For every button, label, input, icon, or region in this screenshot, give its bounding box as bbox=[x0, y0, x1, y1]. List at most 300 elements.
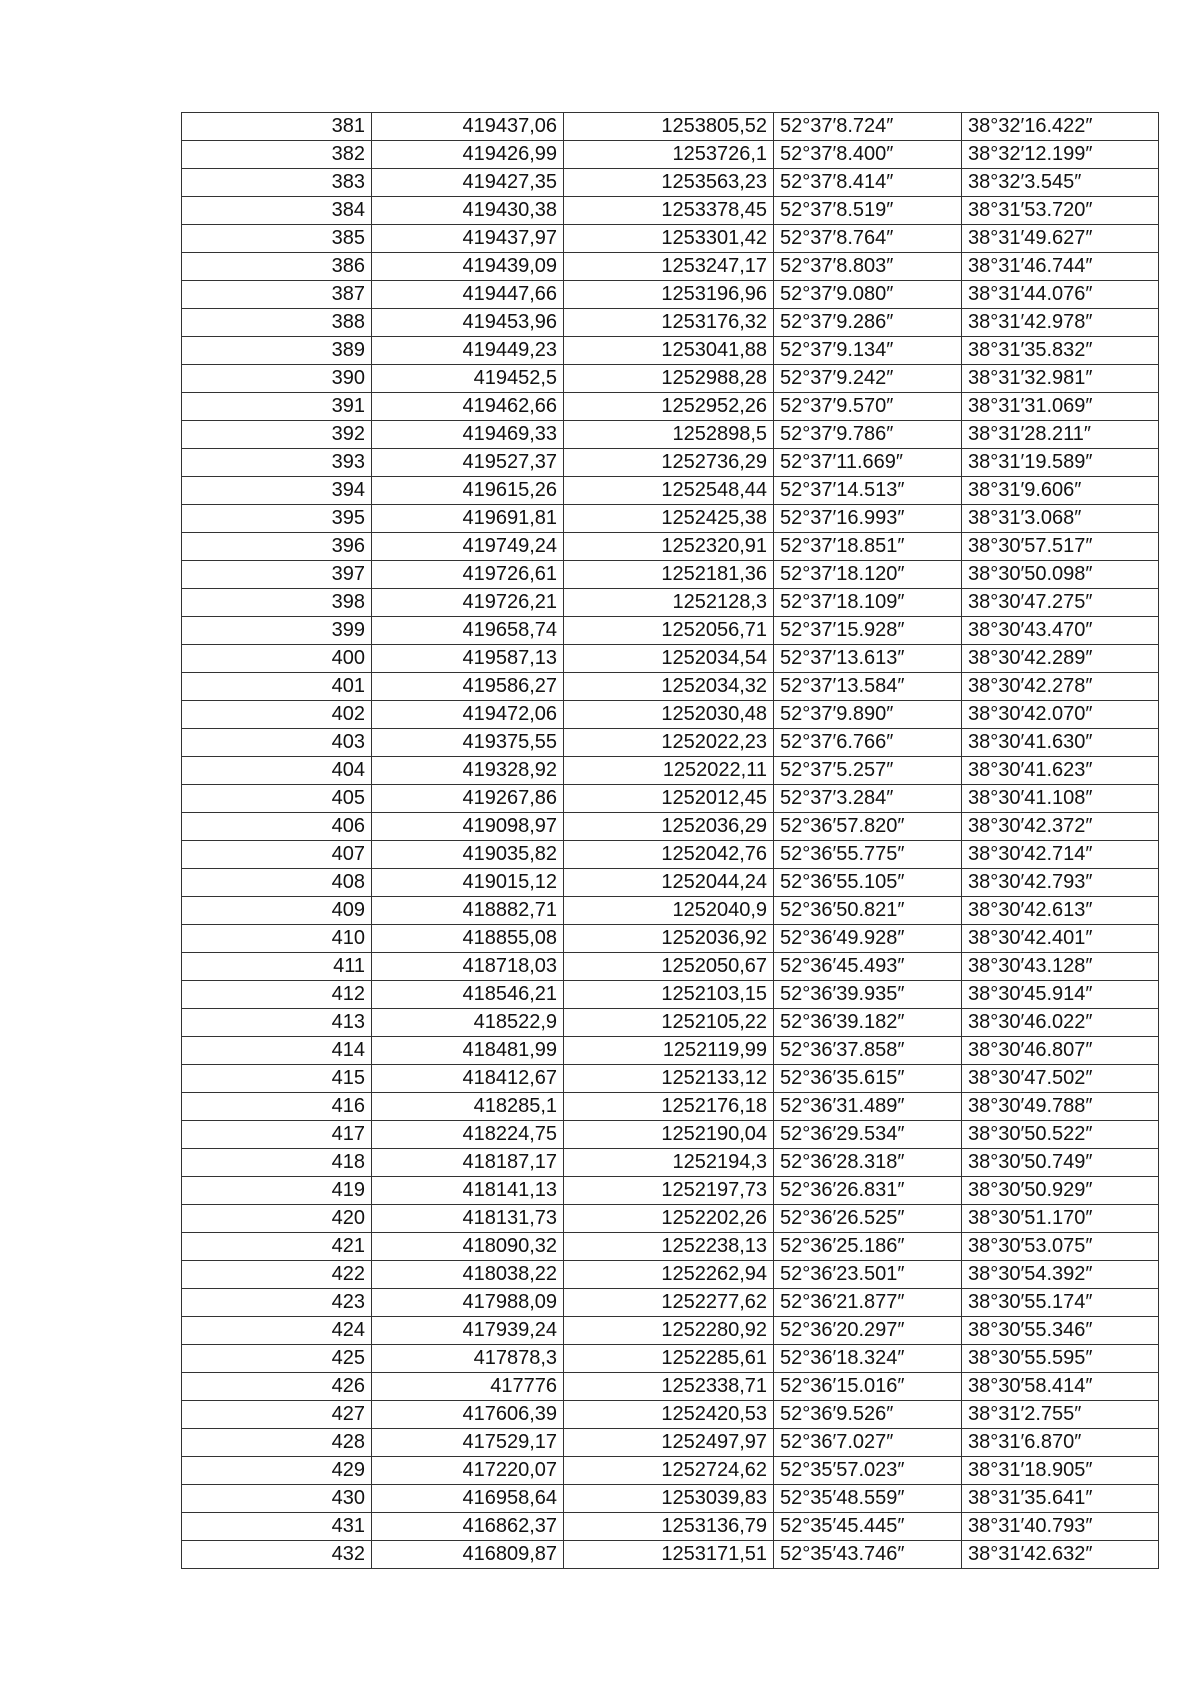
point-number-cell: 391 bbox=[182, 393, 372, 421]
point-number-cell: 427 bbox=[182, 1401, 372, 1429]
x-coordinate-cell: 418882,71 bbox=[372, 897, 564, 925]
longitude-cell: 38°30′41.108″ bbox=[962, 785, 1159, 813]
table-row bbox=[182, 1345, 1159, 1373]
y-coordinate-cell: 1252034,54 bbox=[564, 645, 774, 673]
point-number-cell: 404 bbox=[182, 757, 372, 785]
y-coordinate-cell: 1252030,48 bbox=[564, 701, 774, 729]
point-number-cell: 414 bbox=[182, 1037, 372, 1065]
point-number-cell: 392 bbox=[182, 421, 372, 449]
longitude-cell: 38°31′3.068″ bbox=[962, 505, 1159, 533]
latitude-cell: 52°37′9.890″ bbox=[774, 701, 962, 729]
x-coordinate-cell: 419430,38 bbox=[372, 197, 564, 225]
table-row bbox=[182, 197, 1159, 225]
point-number-cell: 393 bbox=[182, 449, 372, 477]
y-coordinate-cell: 1252133,12 bbox=[564, 1065, 774, 1093]
table-row bbox=[182, 281, 1159, 309]
latitude-cell: 52°37′9.570″ bbox=[774, 393, 962, 421]
point-number-cell: 400 bbox=[182, 645, 372, 673]
longitude-cell: 38°31′53.720″ bbox=[962, 197, 1159, 225]
point-number-cell: 423 bbox=[182, 1289, 372, 1317]
table-row bbox=[182, 1037, 1159, 1065]
y-coordinate-cell: 1252320,91 bbox=[564, 533, 774, 561]
table-row bbox=[182, 1261, 1159, 1289]
x-coordinate-cell: 419587,13 bbox=[372, 645, 564, 673]
latitude-cell: 52°36′55.105″ bbox=[774, 869, 962, 897]
coordinates-table bbox=[181, 112, 1159, 1569]
longitude-cell: 38°31′18.905″ bbox=[962, 1457, 1159, 1485]
table-row bbox=[182, 1289, 1159, 1317]
y-coordinate-cell: 1252988,28 bbox=[564, 365, 774, 393]
x-coordinate-cell: 419726,21 bbox=[372, 589, 564, 617]
y-coordinate-cell: 1252736,29 bbox=[564, 449, 774, 477]
point-number-cell: 411 bbox=[182, 953, 372, 981]
latitude-cell: 52°35′57.023″ bbox=[774, 1457, 962, 1485]
point-number-cell: 431 bbox=[182, 1513, 372, 1541]
y-coordinate-cell: 1252497,97 bbox=[564, 1429, 774, 1457]
point-number-cell: 428 bbox=[182, 1429, 372, 1457]
point-number-cell: 402 bbox=[182, 701, 372, 729]
longitude-cell: 38°30′41.630″ bbox=[962, 729, 1159, 757]
y-coordinate-cell: 1253726,1 bbox=[564, 141, 774, 169]
y-coordinate-cell: 1253041,88 bbox=[564, 337, 774, 365]
y-coordinate-cell: 1252425,38 bbox=[564, 505, 774, 533]
y-coordinate-cell: 1252044,24 bbox=[564, 869, 774, 897]
point-number-cell: 413 bbox=[182, 1009, 372, 1037]
table-row bbox=[182, 561, 1159, 589]
latitude-cell: 52°37′13.584″ bbox=[774, 673, 962, 701]
table-row bbox=[182, 169, 1159, 197]
point-number-cell: 389 bbox=[182, 337, 372, 365]
longitude-cell: 38°30′42.793″ bbox=[962, 869, 1159, 897]
x-coordinate-cell: 419469,33 bbox=[372, 421, 564, 449]
x-coordinate-cell: 419375,55 bbox=[372, 729, 564, 757]
latitude-cell: 52°36′21.877″ bbox=[774, 1289, 962, 1317]
x-coordinate-cell: 418187,17 bbox=[372, 1149, 564, 1177]
point-number-cell: 384 bbox=[182, 197, 372, 225]
point-number-cell: 422 bbox=[182, 1261, 372, 1289]
y-coordinate-cell: 1252056,71 bbox=[564, 617, 774, 645]
x-coordinate-cell: 419437,97 bbox=[372, 225, 564, 253]
y-coordinate-cell: 1253301,42 bbox=[564, 225, 774, 253]
point-number-cell: 397 bbox=[182, 561, 372, 589]
longitude-cell: 38°30′50.929″ bbox=[962, 1177, 1159, 1205]
y-coordinate-cell: 1253176,32 bbox=[564, 309, 774, 337]
x-coordinate-cell: 418718,03 bbox=[372, 953, 564, 981]
longitude-cell: 38°31′19.589″ bbox=[962, 449, 1159, 477]
x-coordinate-cell: 419615,26 bbox=[372, 477, 564, 505]
point-number-cell: 425 bbox=[182, 1345, 372, 1373]
y-coordinate-cell: 1252338,71 bbox=[564, 1373, 774, 1401]
x-coordinate-cell: 418481,99 bbox=[372, 1037, 564, 1065]
point-number-cell: 401 bbox=[182, 673, 372, 701]
table-row bbox=[182, 1121, 1159, 1149]
longitude-cell: 38°30′50.098″ bbox=[962, 561, 1159, 589]
latitude-cell: 52°36′49.928″ bbox=[774, 925, 962, 953]
table-row bbox=[182, 309, 1159, 337]
latitude-cell: 52°37′8.414″ bbox=[774, 169, 962, 197]
x-coordinate-cell: 419447,66 bbox=[372, 281, 564, 309]
point-number-cell: 409 bbox=[182, 897, 372, 925]
table-row bbox=[182, 589, 1159, 617]
table-row bbox=[182, 645, 1159, 673]
point-number-cell: 416 bbox=[182, 1093, 372, 1121]
longitude-cell: 38°30′42.070″ bbox=[962, 701, 1159, 729]
longitude-cell: 38°31′32.981″ bbox=[962, 365, 1159, 393]
latitude-cell: 52°36′29.534″ bbox=[774, 1121, 962, 1149]
x-coordinate-cell: 418522,9 bbox=[372, 1009, 564, 1037]
longitude-cell: 38°30′46.022″ bbox=[962, 1009, 1159, 1037]
x-coordinate-cell: 418090,32 bbox=[372, 1233, 564, 1261]
table-row bbox=[182, 449, 1159, 477]
table-row bbox=[182, 925, 1159, 953]
latitude-cell: 52°37′18.109″ bbox=[774, 589, 962, 617]
x-coordinate-cell: 417878,3 bbox=[372, 1345, 564, 1373]
longitude-cell: 38°30′49.788″ bbox=[962, 1093, 1159, 1121]
y-coordinate-cell: 1253039,83 bbox=[564, 1485, 774, 1513]
y-coordinate-cell: 1252036,29 bbox=[564, 813, 774, 841]
table-row bbox=[182, 505, 1159, 533]
y-coordinate-cell: 1253196,96 bbox=[564, 281, 774, 309]
longitude-cell: 38°30′50.522″ bbox=[962, 1121, 1159, 1149]
latitude-cell: 52°36′15.016″ bbox=[774, 1373, 962, 1401]
y-coordinate-cell: 1252548,44 bbox=[564, 477, 774, 505]
table-row bbox=[182, 1401, 1159, 1429]
point-number-cell: 381 bbox=[182, 113, 372, 141]
table-row bbox=[182, 953, 1159, 981]
y-coordinate-cell: 1252012,45 bbox=[564, 785, 774, 813]
latitude-cell: 52°36′31.489″ bbox=[774, 1093, 962, 1121]
latitude-cell: 52°36′39.182″ bbox=[774, 1009, 962, 1037]
longitude-cell: 38°31′49.627″ bbox=[962, 225, 1159, 253]
point-number-cell: 417 bbox=[182, 1121, 372, 1149]
x-coordinate-cell: 418131,73 bbox=[372, 1205, 564, 1233]
y-coordinate-cell: 1252022,23 bbox=[564, 729, 774, 757]
point-number-cell: 418 bbox=[182, 1149, 372, 1177]
longitude-cell: 38°30′54.392″ bbox=[962, 1261, 1159, 1289]
table-row bbox=[182, 1149, 1159, 1177]
point-number-cell: 415 bbox=[182, 1065, 372, 1093]
table-row bbox=[182, 113, 1159, 141]
table-row bbox=[182, 1233, 1159, 1261]
point-number-cell: 424 bbox=[182, 1317, 372, 1345]
table-row bbox=[182, 1429, 1159, 1457]
table-row bbox=[182, 785, 1159, 813]
x-coordinate-cell: 418141,13 bbox=[372, 1177, 564, 1205]
longitude-cell: 38°30′50.749″ bbox=[962, 1149, 1159, 1177]
y-coordinate-cell: 1253171,51 bbox=[564, 1541, 774, 1569]
x-coordinate-cell: 419726,61 bbox=[372, 561, 564, 589]
x-coordinate-cell: 418855,08 bbox=[372, 925, 564, 953]
latitude-cell: 52°37′9.134″ bbox=[774, 337, 962, 365]
y-coordinate-cell: 1252050,67 bbox=[564, 953, 774, 981]
x-coordinate-cell: 419472,06 bbox=[372, 701, 564, 729]
latitude-cell: 52°36′7.027″ bbox=[774, 1429, 962, 1457]
x-coordinate-cell: 419749,24 bbox=[372, 533, 564, 561]
x-coordinate-cell: 419691,81 bbox=[372, 505, 564, 533]
x-coordinate-cell: 419586,27 bbox=[372, 673, 564, 701]
latitude-cell: 52°36′39.935″ bbox=[774, 981, 962, 1009]
x-coordinate-cell: 419439,09 bbox=[372, 253, 564, 281]
latitude-cell: 52°36′37.858″ bbox=[774, 1037, 962, 1065]
y-coordinate-cell: 1252022,11 bbox=[564, 757, 774, 785]
x-coordinate-cell: 419328,92 bbox=[372, 757, 564, 785]
y-coordinate-cell: 1253805,52 bbox=[564, 113, 774, 141]
latitude-cell: 52°37′18.120″ bbox=[774, 561, 962, 589]
longitude-cell: 38°30′43.470″ bbox=[962, 617, 1159, 645]
table-row bbox=[182, 673, 1159, 701]
latitude-cell: 52°36′25.186″ bbox=[774, 1233, 962, 1261]
y-coordinate-cell: 1252194,3 bbox=[564, 1149, 774, 1177]
x-coordinate-cell: 416958,64 bbox=[372, 1485, 564, 1513]
y-coordinate-cell: 1253563,23 bbox=[564, 169, 774, 197]
longitude-cell: 38°31′6.870″ bbox=[962, 1429, 1159, 1457]
point-number-cell: 403 bbox=[182, 729, 372, 757]
x-coordinate-cell: 416862,37 bbox=[372, 1513, 564, 1541]
table-row bbox=[182, 225, 1159, 253]
latitude-cell: 52°37′8.724″ bbox=[774, 113, 962, 141]
latitude-cell: 52°36′26.831″ bbox=[774, 1177, 962, 1205]
latitude-cell: 52°36′55.775″ bbox=[774, 841, 962, 869]
table-row bbox=[182, 421, 1159, 449]
y-coordinate-cell: 1252420,53 bbox=[564, 1401, 774, 1429]
longitude-cell: 38°30′58.414″ bbox=[962, 1373, 1159, 1401]
point-number-cell: 407 bbox=[182, 841, 372, 869]
point-number-cell: 430 bbox=[182, 1485, 372, 1513]
latitude-cell: 52°36′45.493″ bbox=[774, 953, 962, 981]
y-coordinate-cell: 1253136,79 bbox=[564, 1513, 774, 1541]
point-number-cell: 395 bbox=[182, 505, 372, 533]
longitude-cell: 38°30′47.275″ bbox=[962, 589, 1159, 617]
x-coordinate-cell: 419427,35 bbox=[372, 169, 564, 197]
table-row bbox=[182, 1065, 1159, 1093]
longitude-cell: 38°30′42.613″ bbox=[962, 897, 1159, 925]
point-number-cell: 396 bbox=[182, 533, 372, 561]
longitude-cell: 38°32′16.422″ bbox=[962, 113, 1159, 141]
table-row bbox=[182, 1317, 1159, 1345]
longitude-cell: 38°30′42.289″ bbox=[962, 645, 1159, 673]
y-coordinate-cell: 1252034,32 bbox=[564, 673, 774, 701]
table-row bbox=[182, 729, 1159, 757]
latitude-cell: 52°36′50.821″ bbox=[774, 897, 962, 925]
latitude-cell: 52°36′23.501″ bbox=[774, 1261, 962, 1289]
longitude-cell: 38°30′42.278″ bbox=[962, 673, 1159, 701]
y-coordinate-cell: 1253378,45 bbox=[564, 197, 774, 225]
x-coordinate-cell: 418038,22 bbox=[372, 1261, 564, 1289]
x-coordinate-cell: 419453,96 bbox=[372, 309, 564, 337]
table-row bbox=[182, 813, 1159, 841]
x-coordinate-cell: 419098,97 bbox=[372, 813, 564, 841]
table-row bbox=[182, 477, 1159, 505]
point-number-cell: 388 bbox=[182, 309, 372, 337]
y-coordinate-cell: 1252103,15 bbox=[564, 981, 774, 1009]
y-coordinate-cell: 1252190,04 bbox=[564, 1121, 774, 1149]
longitude-cell: 38°31′40.793″ bbox=[962, 1513, 1159, 1541]
x-coordinate-cell: 419035,82 bbox=[372, 841, 564, 869]
longitude-cell: 38°31′44.076″ bbox=[962, 281, 1159, 309]
x-coordinate-cell: 417220,07 bbox=[372, 1457, 564, 1485]
point-number-cell: 406 bbox=[182, 813, 372, 841]
longitude-cell: 38°30′42.401″ bbox=[962, 925, 1159, 953]
y-coordinate-cell: 1252036,92 bbox=[564, 925, 774, 953]
longitude-cell: 38°31′42.632″ bbox=[962, 1541, 1159, 1569]
table-row bbox=[182, 533, 1159, 561]
longitude-cell: 38°32′3.545″ bbox=[962, 169, 1159, 197]
y-coordinate-cell: 1252277,62 bbox=[564, 1289, 774, 1317]
x-coordinate-cell: 419658,74 bbox=[372, 617, 564, 645]
longitude-cell: 38°30′55.346″ bbox=[962, 1317, 1159, 1345]
table-row bbox=[182, 1485, 1159, 1513]
x-coordinate-cell: 418546,21 bbox=[372, 981, 564, 1009]
table-row bbox=[182, 1177, 1159, 1205]
longitude-cell: 38°30′42.714″ bbox=[962, 841, 1159, 869]
point-number-cell: 394 bbox=[182, 477, 372, 505]
point-number-cell: 398 bbox=[182, 589, 372, 617]
point-number-cell: 432 bbox=[182, 1541, 372, 1569]
point-number-cell: 429 bbox=[182, 1457, 372, 1485]
longitude-cell: 38°31′2.755″ bbox=[962, 1401, 1159, 1429]
point-number-cell: 405 bbox=[182, 785, 372, 813]
latitude-cell: 52°37′11.669″ bbox=[774, 449, 962, 477]
y-coordinate-cell: 1252952,26 bbox=[564, 393, 774, 421]
coordinates-table-body bbox=[182, 113, 1159, 1569]
longitude-cell: 38°30′47.502″ bbox=[962, 1065, 1159, 1093]
latitude-cell: 52°35′45.445″ bbox=[774, 1513, 962, 1541]
latitude-cell: 52°36′9.526″ bbox=[774, 1401, 962, 1429]
longitude-cell: 38°30′42.372″ bbox=[962, 813, 1159, 841]
longitude-cell: 38°30′55.174″ bbox=[962, 1289, 1159, 1317]
y-coordinate-cell: 1253247,17 bbox=[564, 253, 774, 281]
table-row bbox=[182, 841, 1159, 869]
point-number-cell: 408 bbox=[182, 869, 372, 897]
table-row bbox=[182, 897, 1159, 925]
table-row bbox=[182, 869, 1159, 897]
x-coordinate-cell: 419452,5 bbox=[372, 365, 564, 393]
longitude-cell: 38°31′9.606″ bbox=[962, 477, 1159, 505]
x-coordinate-cell: 419462,66 bbox=[372, 393, 564, 421]
y-coordinate-cell: 1252181,36 bbox=[564, 561, 774, 589]
table-row bbox=[182, 1513, 1159, 1541]
latitude-cell: 52°37′15.928″ bbox=[774, 617, 962, 645]
table-row bbox=[182, 1457, 1159, 1485]
point-number-cell: 390 bbox=[182, 365, 372, 393]
table-row bbox=[182, 1093, 1159, 1121]
longitude-cell: 38°31′35.641″ bbox=[962, 1485, 1159, 1513]
point-number-cell: 426 bbox=[182, 1373, 372, 1401]
table-row bbox=[182, 1009, 1159, 1037]
longitude-cell: 38°31′31.069″ bbox=[962, 393, 1159, 421]
y-coordinate-cell: 1252262,94 bbox=[564, 1261, 774, 1289]
table-row bbox=[182, 617, 1159, 645]
y-coordinate-cell: 1252280,92 bbox=[564, 1317, 774, 1345]
table-row bbox=[182, 981, 1159, 1009]
x-coordinate-cell: 419267,86 bbox=[372, 785, 564, 813]
x-coordinate-cell: 418224,75 bbox=[372, 1121, 564, 1149]
x-coordinate-cell: 417606,39 bbox=[372, 1401, 564, 1429]
point-number-cell: 385 bbox=[182, 225, 372, 253]
longitude-cell: 38°30′53.075″ bbox=[962, 1233, 1159, 1261]
point-number-cell: 383 bbox=[182, 169, 372, 197]
x-coordinate-cell: 417939,24 bbox=[372, 1317, 564, 1345]
latitude-cell: 52°37′18.851″ bbox=[774, 533, 962, 561]
latitude-cell: 52°37′16.993″ bbox=[774, 505, 962, 533]
longitude-cell: 38°31′35.832″ bbox=[962, 337, 1159, 365]
longitude-cell: 38°31′46.744″ bbox=[962, 253, 1159, 281]
latitude-cell: 52°37′8.519″ bbox=[774, 197, 962, 225]
latitude-cell: 52°37′9.786″ bbox=[774, 421, 962, 449]
latitude-cell: 52°37′5.257″ bbox=[774, 757, 962, 785]
x-coordinate-cell: 419015,12 bbox=[372, 869, 564, 897]
x-coordinate-cell: 418412,67 bbox=[372, 1065, 564, 1093]
y-coordinate-cell: 1252042,76 bbox=[564, 841, 774, 869]
table-row bbox=[182, 365, 1159, 393]
y-coordinate-cell: 1252197,73 bbox=[564, 1177, 774, 1205]
longitude-cell: 38°31′42.978″ bbox=[962, 309, 1159, 337]
table-row bbox=[182, 1205, 1159, 1233]
table-row bbox=[182, 141, 1159, 169]
point-number-cell: 419 bbox=[182, 1177, 372, 1205]
y-coordinate-cell: 1252285,61 bbox=[564, 1345, 774, 1373]
longitude-cell: 38°30′57.517″ bbox=[962, 533, 1159, 561]
longitude-cell: 38°30′43.128″ bbox=[962, 953, 1159, 981]
latitude-cell: 52°37′3.284″ bbox=[774, 785, 962, 813]
latitude-cell: 52°36′28.318″ bbox=[774, 1149, 962, 1177]
table-row bbox=[182, 701, 1159, 729]
y-coordinate-cell: 1252105,22 bbox=[564, 1009, 774, 1037]
y-coordinate-cell: 1252176,18 bbox=[564, 1093, 774, 1121]
table-row bbox=[182, 253, 1159, 281]
x-coordinate-cell: 419449,23 bbox=[372, 337, 564, 365]
point-number-cell: 399 bbox=[182, 617, 372, 645]
x-coordinate-cell: 418285,1 bbox=[372, 1093, 564, 1121]
longitude-cell: 38°31′28.211″ bbox=[962, 421, 1159, 449]
x-coordinate-cell: 417988,09 bbox=[372, 1289, 564, 1317]
longitude-cell: 38°30′45.914″ bbox=[962, 981, 1159, 1009]
y-coordinate-cell: 1252724,62 bbox=[564, 1457, 774, 1485]
latitude-cell: 52°37′6.766″ bbox=[774, 729, 962, 757]
y-coordinate-cell: 1252040,9 bbox=[564, 897, 774, 925]
latitude-cell: 52°36′26.525″ bbox=[774, 1205, 962, 1233]
y-coordinate-cell: 1252128,3 bbox=[564, 589, 774, 617]
latitude-cell: 52°37′13.613″ bbox=[774, 645, 962, 673]
latitude-cell: 52°36′18.324″ bbox=[774, 1345, 962, 1373]
x-coordinate-cell: 419437,06 bbox=[372, 113, 564, 141]
table-row bbox=[182, 757, 1159, 785]
longitude-cell: 38°30′46.807″ bbox=[962, 1037, 1159, 1065]
latitude-cell: 52°37′8.803″ bbox=[774, 253, 962, 281]
latitude-cell: 52°36′20.297″ bbox=[774, 1317, 962, 1345]
latitude-cell: 52°37′9.286″ bbox=[774, 309, 962, 337]
y-coordinate-cell: 1252119,99 bbox=[564, 1037, 774, 1065]
x-coordinate-cell: 416809,87 bbox=[372, 1541, 564, 1569]
table-row bbox=[182, 337, 1159, 365]
x-coordinate-cell: 417529,17 bbox=[372, 1429, 564, 1457]
x-coordinate-cell: 419527,37 bbox=[372, 449, 564, 477]
table-row bbox=[182, 393, 1159, 421]
x-coordinate-cell: 419426,99 bbox=[372, 141, 564, 169]
table-row bbox=[182, 1541, 1159, 1569]
x-coordinate-cell: 417776 bbox=[372, 1373, 564, 1401]
longitude-cell: 38°30′55.595″ bbox=[962, 1345, 1159, 1373]
table-row bbox=[182, 1373, 1159, 1401]
y-coordinate-cell: 1252202,26 bbox=[564, 1205, 774, 1233]
latitude-cell: 52°35′43.746″ bbox=[774, 1541, 962, 1569]
y-coordinate-cell: 1252898,5 bbox=[564, 421, 774, 449]
point-number-cell: 386 bbox=[182, 253, 372, 281]
longitude-cell: 38°30′41.623″ bbox=[962, 757, 1159, 785]
point-number-cell: 420 bbox=[182, 1205, 372, 1233]
point-number-cell: 382 bbox=[182, 141, 372, 169]
latitude-cell: 52°37′14.513″ bbox=[774, 477, 962, 505]
